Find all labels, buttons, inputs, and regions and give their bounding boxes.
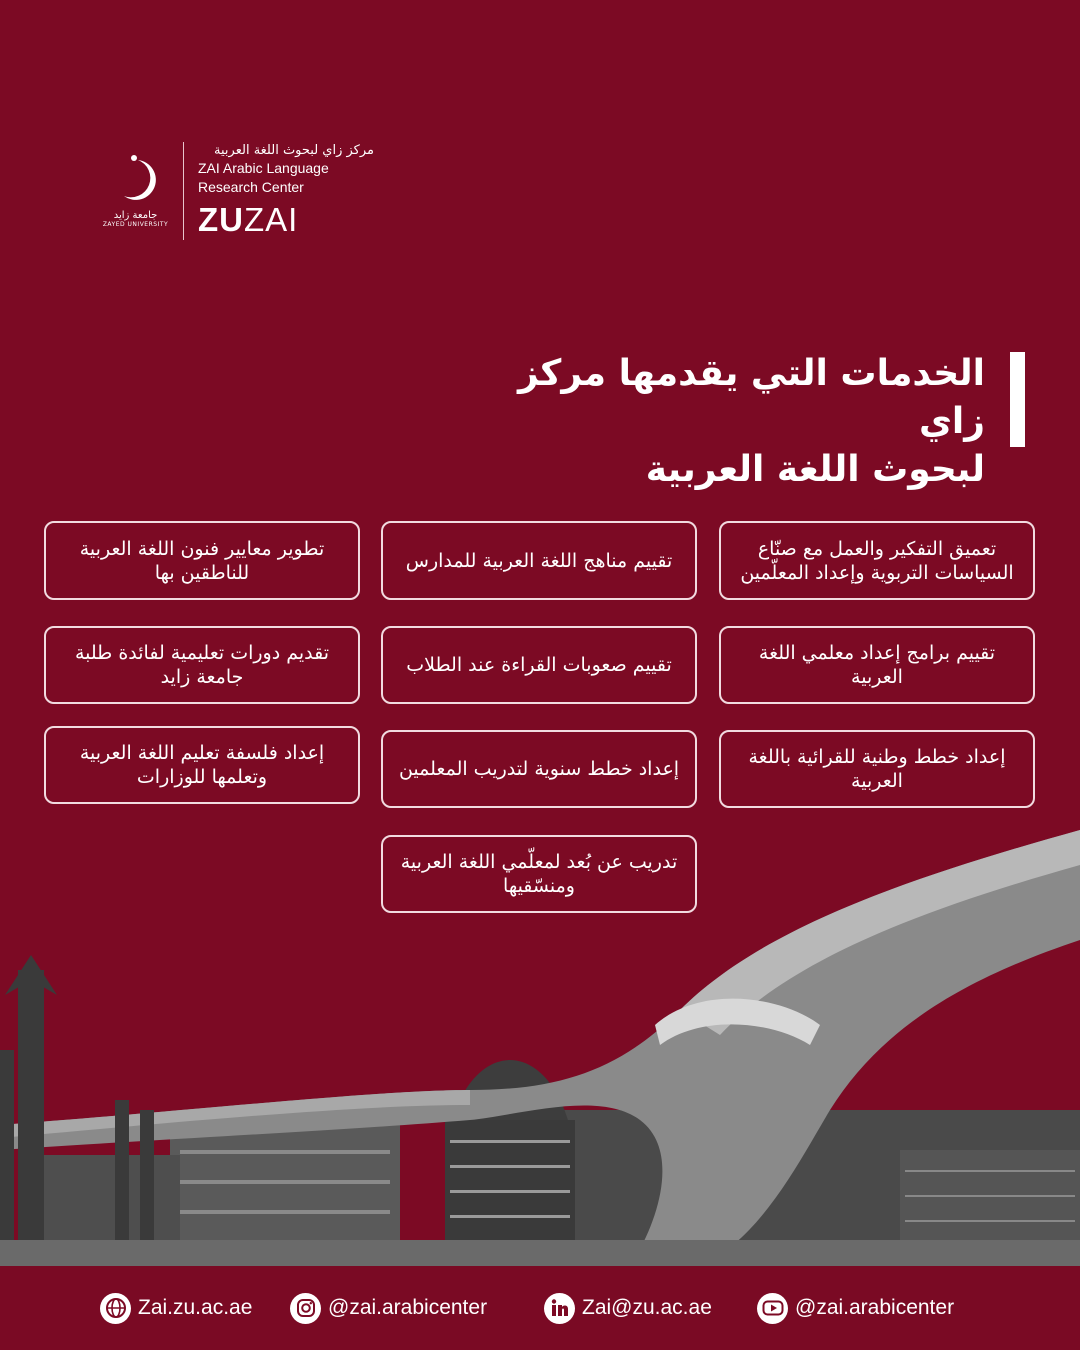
youtube-icon (757, 1293, 788, 1324)
youtube-contact[interactable] (757, 1292, 954, 1324)
service-card: تعميق التفكير والعمل مع صنّاع السياسات التربوية وإعداد المعلّمين (719, 521, 1035, 600)
brand-zu: ZU (198, 201, 244, 238)
globe-icon (100, 1293, 131, 1324)
instagram-handle[interactable]: @zai.arabicenter (328, 1296, 488, 1319)
service-card: تدريب عن بُعد لمعلّمي اللغة العربية ومنسّقيها (381, 835, 697, 913)
service-card: تقييم صعوبات القراءة عند الطلاب (381, 626, 697, 704)
service-card: تقديم دورات تعليمية لفائدة طلبة جامعة زايد (44, 626, 360, 704)
linkedin-icon (544, 1293, 575, 1324)
email-address[interactable]: Zai@zu.ac.ae (582, 1296, 712, 1319)
service-card: تقييم برامج إعداد معلمي اللغة العربية (719, 626, 1035, 704)
logo-divider (183, 142, 184, 240)
brand-wordmark (198, 203, 398, 237)
footer (0, 1266, 1080, 1350)
website-link[interactable]: Zai.zu.ac.ae (138, 1296, 253, 1319)
service-card: تطوير معايير فنون اللغة العربية للناطقين بها (44, 521, 360, 600)
logo (98, 140, 398, 245)
instagram-contact[interactable] (290, 1292, 487, 1324)
service-card: إعداد فلسفة تعليم اللغة العربية وتعلمها للوزارات (44, 726, 360, 804)
service-card: إعداد خطط وطنية للقرائية باللغة العربية (719, 730, 1035, 808)
university-name-en: ZAYED UNIVERSITY (102, 221, 169, 228)
website-contact[interactable] (100, 1292, 252, 1324)
page-title-line1: الخدمات التي يقدمها مركز زاي (518, 353, 985, 442)
center-name (198, 142, 398, 237)
title-accent-bar (1010, 352, 1025, 447)
brand-zai: ZAI (244, 201, 299, 238)
instagram-icon (290, 1293, 321, 1324)
service-card: تقييم مناهج اللغة العربية للمدارس (381, 521, 697, 600)
zayed-university-logo (98, 152, 173, 242)
center-name-ar: مركز زاي لبحوث اللغة العربية (214, 143, 374, 158)
center-name-en-line1: ZAI Arabic Language (198, 160, 329, 176)
youtube-handle[interactable]: @zai.arabicenter (795, 1296, 955, 1319)
university-name-ar: جامعة زايد (113, 210, 158, 221)
page-title (440, 350, 985, 494)
crescent-icon (116, 152, 156, 210)
center-name-en-line2: Research Center (198, 179, 304, 195)
service-card: إعداد خطط سنوية لتدريب المعلمين (381, 730, 697, 808)
linkedin-contact[interactable] (544, 1292, 712, 1324)
campus-building-illustration (0, 820, 1080, 1266)
page-title-line2: لبحوث اللغة العربية (645, 449, 985, 490)
